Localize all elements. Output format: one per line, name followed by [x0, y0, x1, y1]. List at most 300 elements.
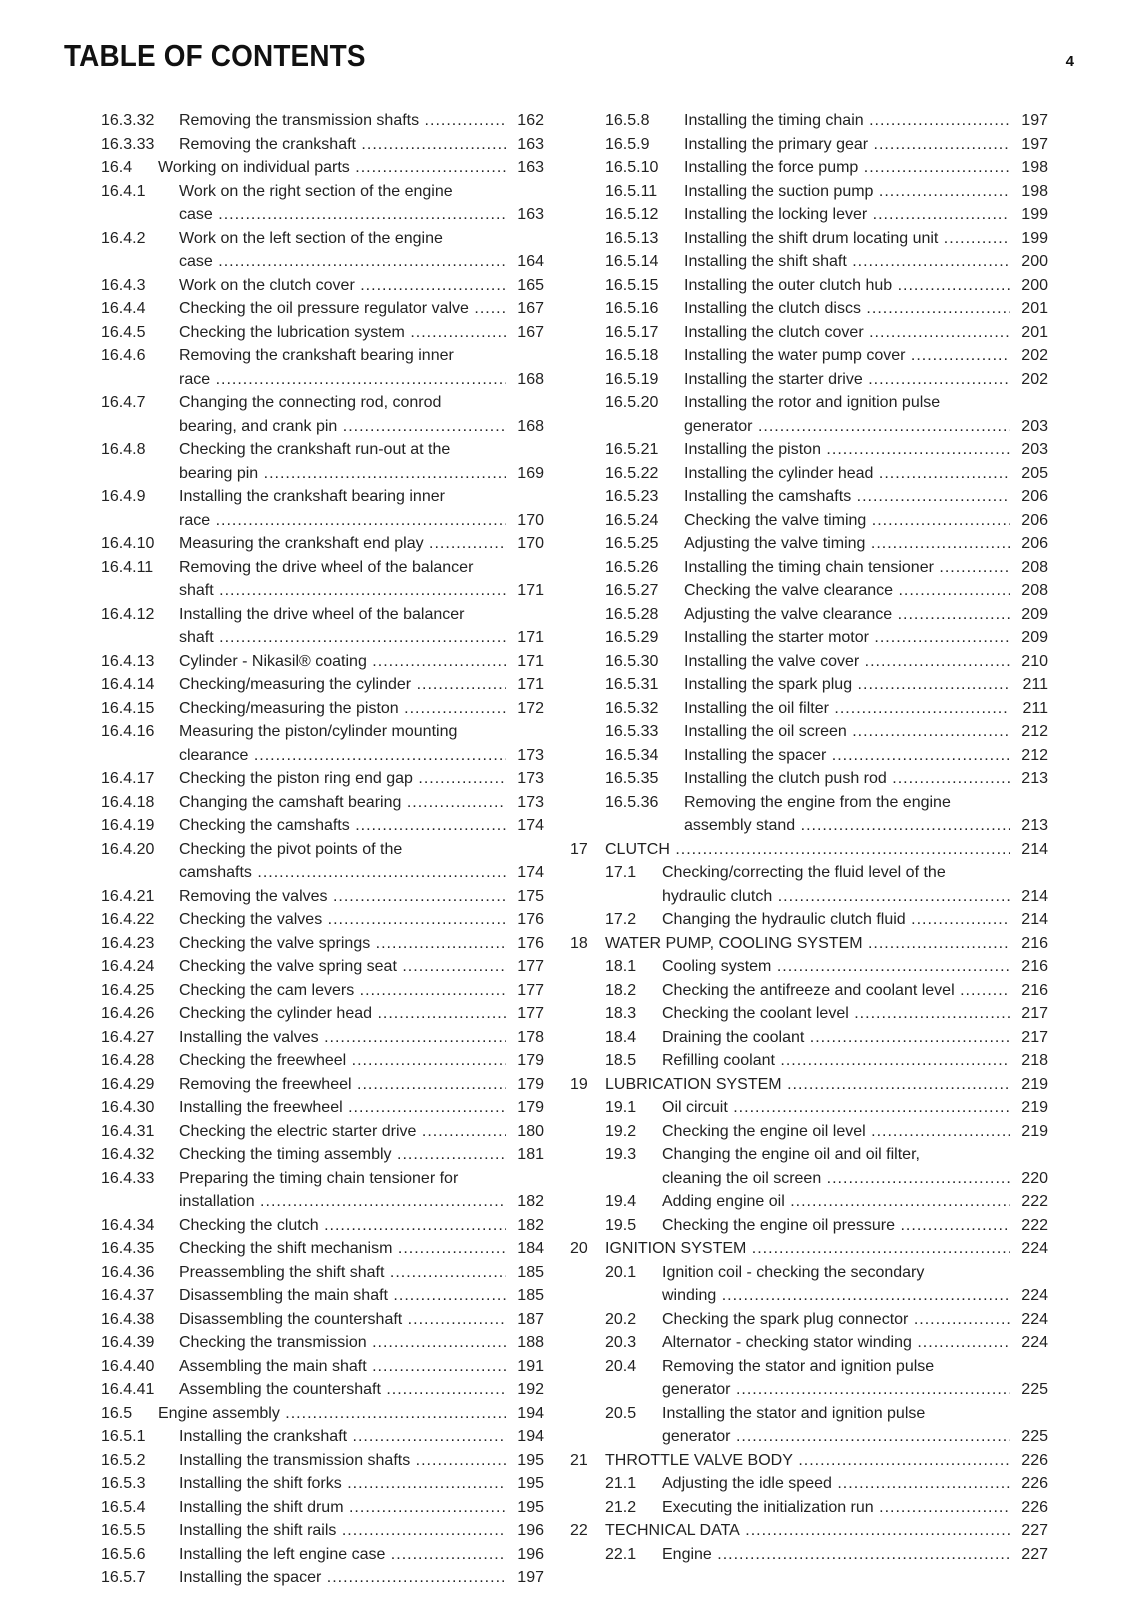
toc-entry[interactable] — [101, 133, 544, 157]
toc-entry[interactable] — [101, 697, 544, 721]
toc-entry-number: 16.5.35 — [605, 770, 659, 787]
toc-entry[interactable] — [570, 744, 1048, 768]
toc-entry-page: 205 — [1015, 462, 1048, 486]
toc-entry-title: Checking the coolant level ..... — [662, 1002, 1010, 1026]
toc-entry-title: Installing the drive wheel of the balancer — [179, 605, 465, 623]
toc-entry[interactable] — [570, 250, 1048, 274]
toc-entry[interactable] — [570, 297, 1048, 321]
toc-entry[interactable] — [101, 321, 544, 345]
toc-entry[interactable] — [570, 838, 1048, 862]
toc-entry-title: Checking/measuring the piston ..... — [179, 697, 506, 721]
toc-entry[interactable] — [570, 1308, 1048, 1332]
toc-entry-title: Removing the freewheel ..... — [179, 1073, 506, 1097]
toc-entry[interactable] — [101, 1167, 544, 1214]
toc-entry[interactable] — [101, 1331, 544, 1355]
toc-entry-page: 224 — [1015, 1237, 1048, 1261]
toc-entry[interactable] — [101, 1378, 544, 1402]
toc-entry-title: Installing the left engine case ..... — [179, 1543, 506, 1567]
toc-entry-page: 172 — [511, 697, 544, 721]
toc-right-column — [570, 109, 1048, 1566]
toc-entry-number: 16.5.11 — [605, 182, 658, 200]
toc-entry-number: 18.5 — [605, 1052, 637, 1069]
toc-entry-number: 20.1 — [605, 1263, 637, 1281]
toc-entry-page: 196 — [511, 1543, 544, 1567]
toc-entry-title: generator ..... — [662, 1425, 1010, 1449]
toc-entry-title: Checking the valve spring seat ..... — [179, 955, 506, 979]
toc-entry-number: 17.2 — [605, 911, 637, 928]
toc-entry-number: 16.5.24 — [605, 511, 659, 529]
toc-entry[interactable] — [101, 1308, 544, 1332]
toc-entry[interactable] — [101, 1449, 544, 1473]
toc-entry[interactable] — [570, 344, 1048, 368]
toc-entry[interactable] — [101, 1355, 544, 1379]
toc-entry-page: 219 — [1015, 1096, 1048, 1120]
toc-entry[interactable] — [570, 509, 1048, 533]
toc-entry[interactable] — [101, 1214, 544, 1238]
toc-entry-title: bearing pin ..... — [179, 462, 506, 486]
toc-entry-page: 174 — [511, 861, 544, 885]
toc-entry-title: Installing the valve cover ..... — [684, 650, 1010, 674]
toc-entry[interactable] — [570, 979, 1048, 1003]
toc-entry-title: Checking the valve springs ..... — [179, 932, 506, 956]
toc-entry-title: Checking the engine oil pressure ..... — [662, 1214, 1010, 1238]
toc-entry-title: Assembling the main shaft ..... — [179, 1355, 506, 1379]
toc-entry[interactable] — [570, 908, 1048, 932]
toc-entry[interactable] — [101, 932, 544, 956]
toc-entry-page: 167 — [511, 297, 544, 321]
toc-entry-title: shaft ..... — [179, 579, 506, 603]
toc-entry-page: 169 — [511, 462, 544, 486]
toc-entry[interactable] — [570, 1519, 1048, 1543]
toc-entry-number: 16.4.15 — [101, 699, 155, 717]
toc-entry-title: Installing the timing chain ..... — [684, 109, 1010, 133]
toc-entry-page: 171 — [511, 626, 544, 650]
toc-entry[interactable] — [101, 274, 544, 298]
toc-entry[interactable] — [101, 180, 544, 227]
toc-entry-title: CLUTCH ..... — [605, 838, 1010, 862]
toc-entry-number: 22.1 — [605, 1545, 637, 1563]
toc-entry[interactable] — [570, 180, 1048, 204]
toc-entry-number: 16.4.4 — [101, 300, 146, 317]
toc-entry-title: Checking the lubrication system ..... — [179, 321, 506, 345]
toc-entry-title: Installing the spacer ..... — [684, 744, 1010, 768]
toc-entry[interactable] — [570, 1190, 1048, 1214]
toc-entry-number: 16.4.28 — [101, 1052, 155, 1069]
toc-entry-page: 198 — [1015, 180, 1048, 204]
toc-entry[interactable] — [570, 485, 1048, 509]
toc-entry[interactable] — [101, 485, 544, 532]
toc-entry-title: Changing the engine oil and oil filter, — [662, 1146, 920, 1163]
toc-entry-title: Engine ..... — [662, 1543, 1010, 1567]
toc-entry[interactable] — [570, 1002, 1048, 1026]
toc-entry[interactable] — [101, 979, 544, 1003]
toc-entry[interactable] — [570, 1096, 1048, 1120]
toc-entry-number: 16.5.18 — [605, 347, 659, 364]
toc-entry-number: 16.5.28 — [605, 605, 659, 623]
toc-entry[interactable] — [570, 1120, 1048, 1144]
toc-entry-title: assembly stand ..... — [684, 814, 1010, 838]
toc-entry-page: 192 — [511, 1378, 544, 1402]
toc-entry[interactable] — [101, 603, 544, 650]
toc-entry-page: 224 — [1015, 1308, 1048, 1332]
toc-entry-number: 16.4.26 — [101, 1005, 155, 1022]
toc-entry-page: 203 — [1015, 415, 1048, 439]
toc-entry[interactable] — [101, 1002, 544, 1026]
toc-entry[interactable] — [570, 203, 1048, 227]
toc-entry-number: 16.5.19 — [605, 370, 659, 388]
toc-entry-title: cleaning the oil screen ..... — [662, 1167, 1010, 1191]
toc-entry-title: Installing the cylinder head ..... — [684, 462, 1010, 486]
toc-entry-number: 16.5.22 — [605, 464, 659, 482]
toc-entry[interactable] — [101, 109, 544, 133]
toc-entry-page: 209 — [1015, 603, 1048, 627]
toc-entry-number: 20.5 — [605, 1404, 637, 1422]
toc-entry-page: 203 — [1015, 438, 1048, 462]
toc-entry-number: 16.5.13 — [605, 229, 659, 247]
toc-entry-title: Adjusting the idle speed ..... — [662, 1472, 1010, 1496]
toc-entry-title: Removing the crankshaft ..... — [179, 133, 506, 157]
toc-entry-page: 219 — [1015, 1120, 1048, 1144]
toc-entry-page: 214 — [1015, 838, 1048, 862]
toc-entry[interactable] — [570, 603, 1048, 627]
toc-entry[interactable] — [570, 1355, 1048, 1402]
toc-entry[interactable] — [101, 1120, 544, 1144]
toc-entry-number: 16.4.9 — [101, 488, 146, 505]
toc-entry-title: Checking/measuring the cylinder ..... — [179, 673, 506, 697]
toc-entry[interactable] — [101, 227, 544, 274]
toc-entry-number: 16.5.15 — [605, 276, 659, 294]
toc-entry[interactable] — [570, 391, 1048, 438]
toc-entry-page: 168 — [511, 415, 544, 439]
toc-entry-title: Work on the right section of the engine — [179, 182, 453, 200]
toc-entry-number: 16.5.10 — [605, 159, 659, 176]
toc-entry[interactable] — [101, 650, 544, 674]
toc-entry[interactable] — [570, 791, 1048, 838]
toc-entry[interactable] — [101, 838, 544, 885]
toc-entry[interactable] — [570, 1331, 1048, 1355]
toc-entry-number: 16.3.32 — [101, 112, 155, 129]
toc-entry-title: Installing the spark plug ..... — [684, 673, 1010, 697]
toc-entry-page: 174 — [511, 814, 544, 838]
toc-entry-page: 206 — [1015, 532, 1048, 556]
toc-entry-page: 226 — [1015, 1449, 1048, 1473]
toc-entry[interactable] — [101, 767, 544, 791]
toc-entry-title: Installing the locking lever ..... — [684, 203, 1010, 227]
toc-entry-page: 163 — [511, 156, 544, 180]
toc-entry-title: Checking the crankshaft run-out at the — [179, 441, 451, 458]
toc-entry-title: Measuring the crankshaft end play ..... — [179, 532, 506, 556]
toc-entry-page: 200 — [1015, 274, 1048, 298]
toc-entry[interactable] — [570, 556, 1048, 580]
toc-entry[interactable] — [570, 861, 1048, 908]
toc-entry[interactable] — [101, 673, 544, 697]
toc-entry[interactable] — [101, 1496, 544, 1520]
toc-entry[interactable] — [570, 438, 1048, 462]
toc-entry-page: 173 — [511, 744, 544, 768]
toc-entry-title: Checking the pivot points of the — [179, 840, 403, 858]
toc-entry-title: Adding engine oil ..... — [662, 1190, 1010, 1214]
toc-entry[interactable] — [101, 1425, 544, 1449]
toc-entry-number: 16.5.17 — [605, 323, 659, 341]
toc-entry[interactable] — [570, 227, 1048, 251]
toc-entry-page: 188 — [511, 1331, 544, 1355]
toc-entry-page: 208 — [1015, 556, 1048, 580]
toc-entry-page: 217 — [1015, 1002, 1048, 1026]
toc-entry-title: WATER PUMP, COOLING SYSTEM ..... — [605, 932, 1010, 956]
toc-entry-number: 16.4.10 — [101, 535, 155, 552]
toc-entry-number: 16.4.12 — [101, 605, 155, 623]
toc-entry-title: Removing the stator and ignition pulse — [662, 1357, 935, 1375]
toc-entry-page: 226 — [1015, 1496, 1048, 1520]
toc-entry-title: Checking the oil pressure regulator valve ..... — [179, 297, 506, 321]
toc-entry-number: 19.1 — [605, 1099, 637, 1116]
toc-entry-title: Preparing the timing chain tensioner for — [179, 1169, 459, 1187]
toc-entry[interactable] — [101, 1143, 544, 1167]
toc-entry-number: 20.2 — [605, 1310, 637, 1328]
toc-entry-number: 16.4.5 — [101, 323, 146, 341]
toc-entry-page: 191 — [511, 1355, 544, 1379]
toc-entry-page: 216 — [1015, 979, 1048, 1003]
toc-entry-title: Preassembling the shift shaft ..... — [179, 1261, 506, 1285]
toc-entry-page: 216 — [1015, 932, 1048, 956]
toc-entry[interactable] — [101, 1472, 544, 1496]
toc-entry-title: Working on individual parts ..... — [158, 156, 506, 180]
toc-entry-page: 217 — [1015, 1026, 1048, 1050]
toc-entry-page: 199 — [1015, 227, 1048, 251]
toc-entry-number: 16.5.20 — [605, 394, 659, 411]
toc-entry-number: 16.5.29 — [605, 629, 659, 646]
toc-entry[interactable] — [101, 391, 544, 438]
toc-entry[interactable] — [570, 767, 1048, 791]
toc-entry[interactable] — [570, 1049, 1048, 1073]
toc-entry[interactable] — [570, 532, 1048, 556]
toc-entry-number: 19 — [570, 1075, 588, 1093]
toc-entry-number: 19.2 — [605, 1122, 637, 1140]
toc-entry-page: 163 — [511, 203, 544, 227]
toc-entry-title: Installing the starter drive ..... — [684, 368, 1010, 392]
toc-entry-number: 21.2 — [605, 1498, 637, 1516]
toc-entry-title: Changing the connecting rod, conrod — [179, 394, 442, 411]
toc-entry[interactable] — [101, 1566, 544, 1590]
toc-entry-page: 208 — [1015, 579, 1048, 603]
toc-entry-number: 16.5.1 — [101, 1428, 146, 1445]
toc-entry[interactable] — [570, 720, 1048, 744]
toc-entry[interactable] — [101, 532, 544, 556]
toc-entry[interactable] — [101, 908, 544, 932]
toc-entry[interactable] — [570, 321, 1048, 345]
toc-entry[interactable] — [570, 1402, 1048, 1449]
toc-entry-number: 16.4.21 — [101, 887, 155, 905]
toc-entry-title: Installing the clutch cover ..... — [684, 321, 1010, 345]
toc-entry[interactable] — [101, 344, 544, 391]
toc-entry-page: 184 — [511, 1237, 544, 1261]
toc-entry-title: Checking the valve clearance ..... — [684, 579, 1010, 603]
toc-entry-title: Removing the transmission shafts ..... — [179, 109, 506, 133]
toc-entry-title: Checking/correcting the fluid level of the — [662, 864, 946, 881]
toc-entry-number: 16.4.36 — [101, 1263, 155, 1281]
toc-entry-number: 16.5 — [101, 1404, 133, 1422]
toc-entry-title: Work on the left section of the engine — [179, 229, 443, 247]
toc-entry-page: 206 — [1015, 485, 1048, 509]
toc-entry-number: 16.3.33 — [101, 135, 155, 153]
toc-entry-title: Installing the crankshaft bearing inner — [179, 488, 445, 505]
toc-entry[interactable] — [570, 579, 1048, 603]
toc-entry-page: 182 — [511, 1190, 544, 1214]
toc-entry[interactable] — [101, 955, 544, 979]
toc-entry-title: LUBRICATION SYSTEM ..... — [605, 1073, 1010, 1097]
toc-entry-title: Installing the starter motor ..... — [684, 626, 1010, 650]
toc-entry-number: 16.5.33 — [605, 723, 659, 740]
toc-entry[interactable] — [570, 650, 1048, 674]
toc-entry[interactable] — [570, 1472, 1048, 1496]
toc-entry-number: 16.4.14 — [101, 676, 155, 693]
toc-entry-page: 216 — [1015, 955, 1048, 979]
toc-entry-title: Installing the stator and ignition pulse — [662, 1404, 926, 1422]
toc-entry[interactable] — [101, 1519, 544, 1543]
toc-entry-title: bearing, and crank pin ..... — [179, 415, 506, 439]
toc-entry[interactable] — [570, 368, 1048, 392]
toc-entry[interactable] — [101, 720, 544, 767]
toc-entry[interactable] — [570, 673, 1048, 697]
toc-entry-title: Alternator - checking stator winding ..... — [662, 1331, 1010, 1355]
toc-entry-title: Checking the antifreeze and coolant level ..... — [662, 979, 1010, 1003]
toc-entry-title: Measuring the piston/cylinder mounting — [179, 723, 458, 740]
toc-entry[interactable] — [101, 1284, 544, 1308]
toc-entry[interactable] — [570, 462, 1048, 486]
toc-entry-number: 17.1 — [605, 864, 637, 881]
toc-entry-page: 211 — [1016, 697, 1048, 721]
toc-entry-page: 214 — [1015, 908, 1048, 932]
toc-entry-title: IGNITION SYSTEM ..... — [605, 1237, 1010, 1261]
toc-entry-page: 171 — [511, 673, 544, 697]
toc-entry-title: Adjusting the valve timing ..... — [684, 532, 1010, 556]
toc-entry-title: Changing the hydraulic clutch fluid ..... — [662, 908, 1010, 932]
toc-entry-title: race ..... — [179, 368, 506, 392]
toc-entry-number: 16.4.6 — [101, 347, 146, 364]
toc-entry-page: 173 — [511, 791, 544, 815]
toc-entry-page: 218 — [1015, 1049, 1048, 1073]
toc-entry[interactable] — [570, 1143, 1048, 1190]
toc-entry[interactable] — [101, 1096, 544, 1120]
toc-entry[interactable] — [570, 1237, 1048, 1261]
toc-entry-number: 16.4.40 — [101, 1357, 155, 1375]
toc-entry-title: installation ..... — [179, 1190, 506, 1214]
toc-entry-number: 16.4.19 — [101, 817, 155, 834]
toc-entry-page: 196 — [511, 1519, 544, 1543]
toc-entry-number: 16.4.39 — [101, 1334, 155, 1351]
toc-entry-page: 178 — [511, 1026, 544, 1050]
toc-entry-number: 18.1 — [605, 958, 637, 975]
toc-entry-title: winding ..... — [662, 1284, 1010, 1308]
toc-entry[interactable] — [101, 814, 544, 838]
toc-entry[interactable] — [570, 1496, 1048, 1520]
toc-entry[interactable] — [570, 133, 1048, 157]
toc-entry[interactable] — [101, 556, 544, 603]
toc-entry-title: Installing the shift drum locating unit ..... — [684, 227, 1010, 251]
toc-entry[interactable] — [101, 1261, 544, 1285]
toc-entry[interactable] — [570, 1026, 1048, 1050]
toc-entry-title: Installing the shift forks ..... — [179, 1472, 506, 1496]
toc-entry[interactable] — [570, 274, 1048, 298]
toc-entry[interactable] — [570, 626, 1048, 650]
toc-entry-number: 16.4.29 — [101, 1075, 155, 1093]
toc-entry[interactable] — [101, 885, 544, 909]
toc-entry[interactable] — [570, 156, 1048, 180]
toc-entry-page: 199 — [1015, 203, 1048, 227]
toc-entry-number: 16.4.32 — [101, 1146, 155, 1163]
toc-entry-page: 195 — [511, 1472, 544, 1496]
toc-entry-page: 200 — [1015, 250, 1048, 274]
toc-entry-page: 206 — [1015, 509, 1048, 533]
toc-entry-number: 16.5.34 — [605, 746, 659, 764]
toc-entry[interactable] — [101, 156, 544, 180]
toc-entry-number: 19.3 — [605, 1146, 637, 1163]
toc-entry-number: 16.4.11 — [101, 558, 154, 576]
toc-entry[interactable] — [570, 955, 1048, 979]
toc-entry[interactable] — [101, 1026, 544, 1050]
toc-entry[interactable] — [570, 1073, 1048, 1097]
toc-entry[interactable] — [570, 109, 1048, 133]
toc-entry-page: 198 — [1015, 156, 1048, 180]
toc-entry-title: Draining the coolant ..... — [662, 1026, 1010, 1050]
toc-entry-number: 16.4.34 — [101, 1216, 155, 1234]
toc-entry-title: Installing the shift drum ..... — [179, 1496, 506, 1520]
toc-entry-number: 16.4.25 — [101, 981, 155, 999]
toc-entry-page: 195 — [511, 1449, 544, 1473]
toc-entry-title: Checking the transmission ..... — [179, 1331, 506, 1355]
toc-entry[interactable] — [570, 932, 1048, 956]
toc-entry[interactable] — [570, 697, 1048, 721]
toc-entry-number: 21 — [570, 1451, 588, 1469]
toc-entry[interactable] — [101, 297, 544, 321]
toc-entry-number: 18 — [570, 934, 588, 952]
toc-entry-title: Cylinder - Nikasil® coating ..... — [179, 650, 506, 674]
toc-entry-number: 16.5.2 — [101, 1451, 146, 1469]
toc-entry-page: 170 — [511, 532, 544, 556]
toc-entry[interactable] — [101, 438, 544, 485]
toc-entry[interactable] — [101, 791, 544, 815]
page-header — [64, 38, 1074, 78]
toc-entry-page: 213 — [1015, 767, 1048, 791]
toc-entry[interactable] — [101, 1237, 544, 1261]
toc-entry[interactable] — [101, 1073, 544, 1097]
toc-entry[interactable] — [101, 1543, 544, 1567]
toc-entry-title: Installing the force pump ..... — [684, 156, 1010, 180]
toc-entry[interactable] — [101, 1402, 544, 1426]
toc-entry-title: case ..... — [179, 250, 506, 274]
toc-entry-page: 213 — [1015, 814, 1048, 838]
toc-entry-page: 225 — [1015, 1425, 1048, 1449]
toc-entry[interactable] — [570, 1543, 1048, 1567]
toc-entry-number: 16.4.27 — [101, 1028, 155, 1046]
toc-entry-title: Installing the piston ..... — [684, 438, 1010, 462]
toc-entry-page: 226 — [1015, 1472, 1048, 1496]
toc-entry-title: Checking the valves ..... — [179, 908, 506, 932]
toc-entry[interactable] — [570, 1214, 1048, 1238]
toc-entry-number: 16.4.1 — [101, 182, 146, 200]
toc-entry-page: 197 — [1015, 109, 1048, 133]
toc-entry[interactable] — [101, 1049, 544, 1073]
toc-entry-page: 209 — [1015, 626, 1048, 650]
toc-entry-number: 16.5.6 — [101, 1545, 146, 1563]
toc-entry-page: 176 — [511, 932, 544, 956]
toc-entry-number: 16.5.31 — [605, 676, 659, 693]
toc-entry-page: 224 — [1015, 1331, 1048, 1355]
toc-entry-title: Installing the clutch discs ..... — [684, 297, 1010, 321]
toc-entry[interactable] — [570, 1449, 1048, 1473]
toc-entry[interactable] — [570, 1261, 1048, 1308]
toc-entry-number: 16.4.31 — [101, 1122, 155, 1140]
